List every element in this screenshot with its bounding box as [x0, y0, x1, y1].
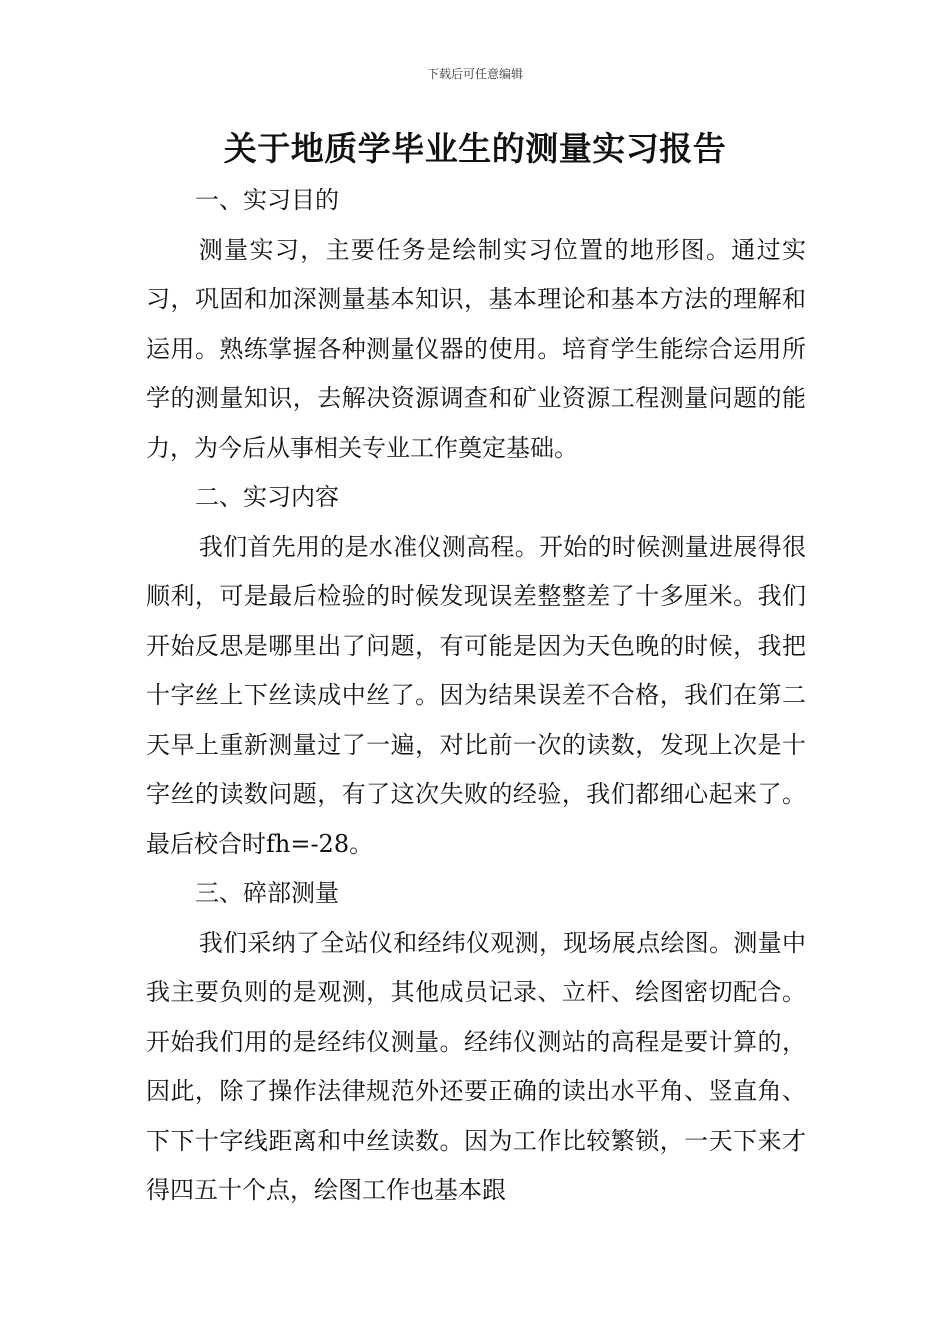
- document-title: 关于地质学毕业生的测量实习报告: [223, 129, 727, 168]
- header-note: 下载后可任意编辑: [426, 67, 523, 81]
- section-heading-purpose: 一、实习目的: [195, 186, 339, 214]
- section-paragraph-detail-survey: 我们采纳了全站仪和经纬仪观测，现场展点绘图。测量中我主要负则的是观测，其他成员记录、立杆、绘图密切配合。开始我们用的是经纬仪测量。经纬仪测站的高程是要计算的，因此，除了操作法律规范外还要正确的读出水平角、竖直角、下下十字线距离和中丝读数。因为工作比较繁锁，一天下来才得四五十个点，绘图工作也基本跟: [146, 928, 806, 1204]
- section-paragraph-purpose: 测量实习，主要任务是绘制实习位置的地形图。通过实习，巩固和加深测量基本知识，基本理论和基本方法的理解和运用。熟练掌握各种测量仪器的使用。培育学生能综合运用所学的测量知识，去解决资源调查和矿业资源工程测量问题的能力，为今后从事相关专业工作奠定基础。: [146, 235, 806, 462]
- section-heading-content: 二、实习内容: [195, 483, 339, 511]
- section-heading-detail-survey: 三、碎部测量: [195, 879, 339, 907]
- document-body: [146, 176, 806, 1216]
- section-paragraph-content: 我们首先用的是水准仪测高程。开始的时候测量进展得很顺利，可是最后检验的时候发现误差整整差了十多厘米。我们开始反思是哪里出了问题，有可能是因为天色晚的时候，我把十字丝上下丝读成中丝了。因为结果误差不合格，我们在第二天早上重新测量过了一遍，对比前一次的读数，发现上次是十字丝的读数问题，有了这次失败的经验，我们都细心起来了。最后校合时fh=-28。: [146, 532, 806, 858]
